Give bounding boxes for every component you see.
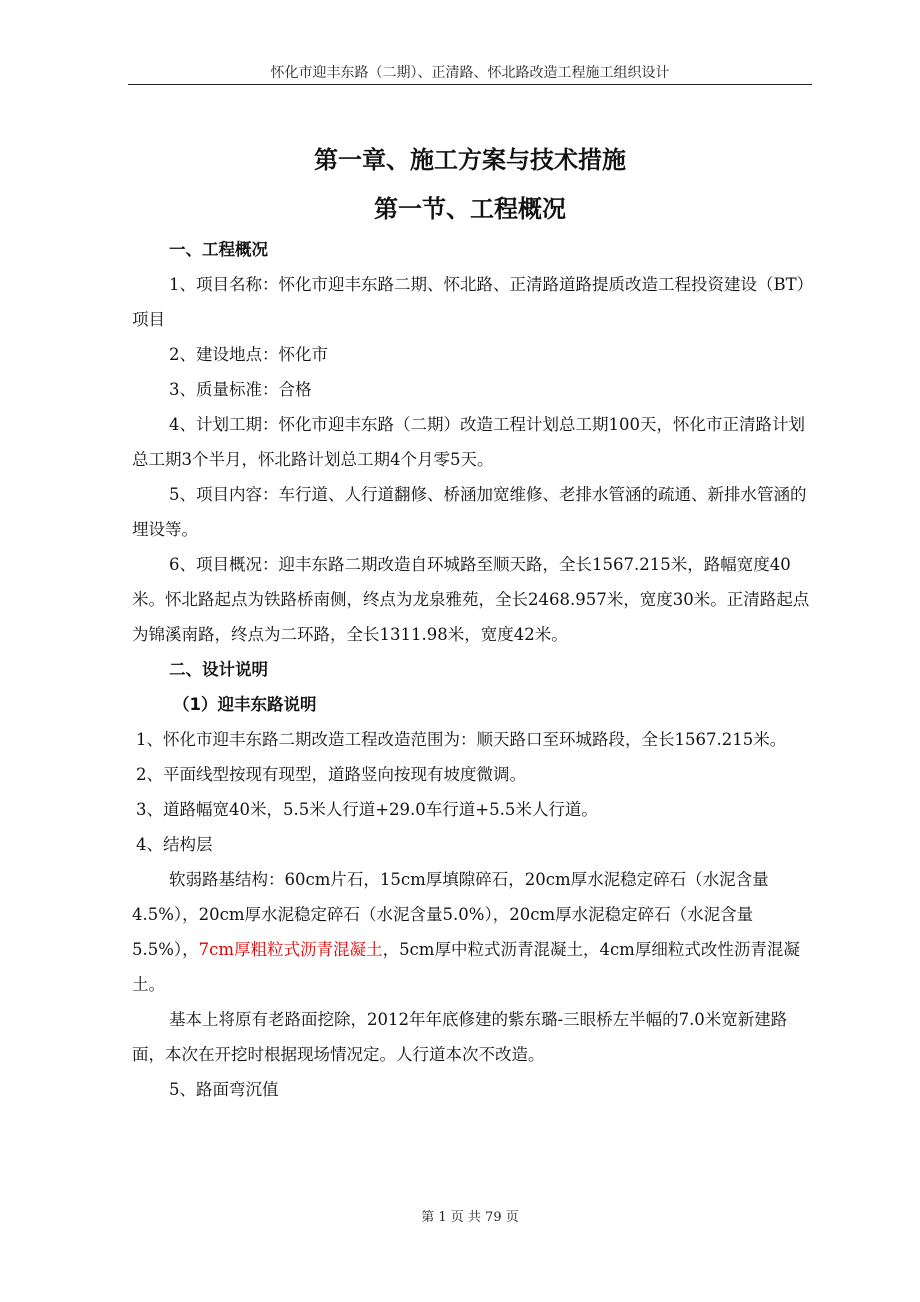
paragraph-overview: 6、项目概况：迎丰东路二期改造自环城路至顺天路，全长1567.215米，路幅宽度40米。怀北路起点为铁路桥南侧，终点为龙泉雅苑，全长2468.957米，宽度30米。正清路起点为锦溪南路，终点为二环路，全长1311.98米，宽度42米。 (132, 555, 810, 644)
paragraph-deflection: 5、路面弯沉值 (169, 1080, 279, 1099)
paragraph-project-name: 1、项目名称：怀化市迎丰东路二期、怀北路、正清路道路提质改造工程投资建设（BT）项目 (132, 275, 805, 329)
subheading-yingfeng-road: （1）迎丰东路说明 (173, 695, 317, 714)
paragraph-location: 2、建设地点：怀化市 (169, 345, 328, 364)
paragraph-structure-heading: 4、结构层 (136, 835, 213, 854)
paragraph-content: 5、项目内容：车行道、人行道翻修、桥涵加宽维修、老排水管涵的疏通、新排水管涵的埋设等。 (132, 485, 807, 539)
paragraph-schedule: 4、计划工期：怀化市迎丰东路（二期）改造工程计划总工期100天，怀化市正清路计划总工期3个半月，怀北路计划总工期4个月零5天。 (132, 415, 805, 469)
heading-project-overview: 一、工程概况 (169, 240, 268, 259)
paragraph-alignment: 2、平面线型按现有现型，道路竖向按现有坡度微调。 (136, 765, 526, 784)
paragraph-structure-layers (132, 862, 812, 1002)
document-body (132, 232, 812, 1107)
paragraph-scope: 1、怀化市迎丰东路二期改造工程改造范围为：顺天路口至环城路段，全长1567.215米。 (136, 730, 787, 749)
paragraph-excavation: 基本上将原有老路面挖除，2012年年底修建的紫东璐-三眼桥左半幅的7.0米宽新建路面，本次在开挖时根据现场情况定。人行道本次不改造。 (132, 1010, 788, 1064)
heading-design-notes: 二、设计说明 (169, 660, 268, 679)
highlighted-asphalt-layer: 7cm厚粗粒式沥青混凝土 (198, 940, 383, 959)
structure-text-b: ，5cm厚中粒式沥青混凝土，4cm厚细粒式改性沥青混凝土。 (132, 940, 800, 994)
paragraph-width: 3、道路幅宽40米，5.5米人行道+29.0车行道+5.5米人行道。 (136, 800, 598, 819)
running-header: 怀化市迎丰东路（二期）、正清路、怀北路改造工程施工组织设计 (270, 65, 670, 81)
chapter-title: 第一章、施工方案与技术措施 (314, 146, 626, 174)
paragraph-quality: 3、质量标准：合格 (169, 380, 312, 399)
header-divider (128, 84, 812, 85)
structure-text-a: 软弱路基结构：60cm片石，15cm厚填隙碎石，20cm厚水泥稳定碎石（水泥含量4.5%），20cm厚水泥稳定碎石（水泥含量5.0%），20cm厚水泥稳定碎石（水泥含量5.5%）， (132, 870, 769, 959)
section-title: 第一节、工程概况 (374, 195, 566, 223)
page-number-footer: 第 1 页 共 79 页 (421, 1210, 519, 1225)
